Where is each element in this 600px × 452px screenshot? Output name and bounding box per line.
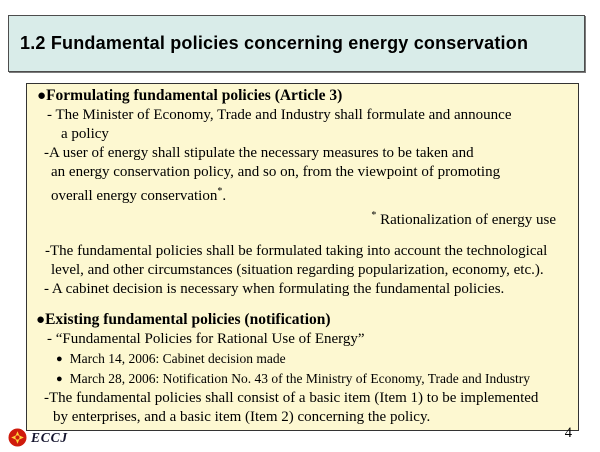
content-line: a policy	[61, 126, 109, 142]
page-title: 1.2 Fundamental policies concerning energy conservation	[20, 33, 529, 53]
footnote-text: Rationalization of energy use	[376, 212, 556, 228]
content-line: - “Fundamental Policies for Rational Use of Energy”	[47, 331, 365, 347]
section-bullet-icon: ●	[36, 312, 46, 328]
asterisk-superscript: *	[371, 210, 377, 221]
asterisk-superscript: *	[217, 186, 223, 197]
eccj-logo-icon	[8, 428, 27, 447]
title-bar	[8, 15, 585, 72]
item-bullet-icon: ●	[56, 353, 63, 365]
eccj-logo-text: ECCJ	[31, 430, 68, 445]
section-heading-text: Existing fundamental policies (notification)	[45, 311, 331, 328]
section-bullet-icon: ●	[37, 88, 47, 104]
dated-bullet-line	[27, 349, 578, 369]
section-heading-existing	[27, 310, 578, 330]
page-number: 4	[564, 425, 572, 441]
dated-item-text: March 14, 2006: Cabinet decision made	[69, 351, 286, 366]
dated-bullet-line	[27, 369, 578, 389]
content-line: -The fundamental policies shall consist of a basic item (Item 1) to be implemented	[44, 390, 539, 406]
content-line: - A cabinet decision is necessary when formulating the fundamental policies.	[44, 281, 505, 297]
content-line: - The Minister of Economy, Trade and Industry shall formulate and announce	[47, 107, 512, 123]
content-line: an energy conservation policy, and so on, from the viewpoint of promoting	[51, 164, 501, 180]
section-heading-text: Formulating fundamental policies (Article 3)	[46, 87, 343, 104]
footnote-line	[27, 206, 578, 230]
content-line	[27, 182, 578, 206]
content-line: by enterprises, and a basic item (Item 2) concerning the policy.	[53, 409, 431, 425]
line-punctuation: .	[222, 188, 227, 204]
content-line: -The fundamental policies shall be formulated taking into account the technological	[45, 243, 548, 259]
section-heading-formulating	[27, 86, 578, 106]
content-line: level, and other circumstances (situation regarding popularization, economy, etc.).	[51, 262, 544, 278]
item-bullet-icon: ●	[56, 373, 63, 385]
content-box	[26, 83, 579, 431]
line-text: overall energy conservation	[51, 188, 218, 204]
dated-item-text: March 28, 2006: Notification No. 43 of the Ministry of Economy, Trade and Industry	[69, 371, 530, 386]
content-line: -A user of energy shall stipulate the necessary measures to be taken and	[44, 145, 474, 161]
